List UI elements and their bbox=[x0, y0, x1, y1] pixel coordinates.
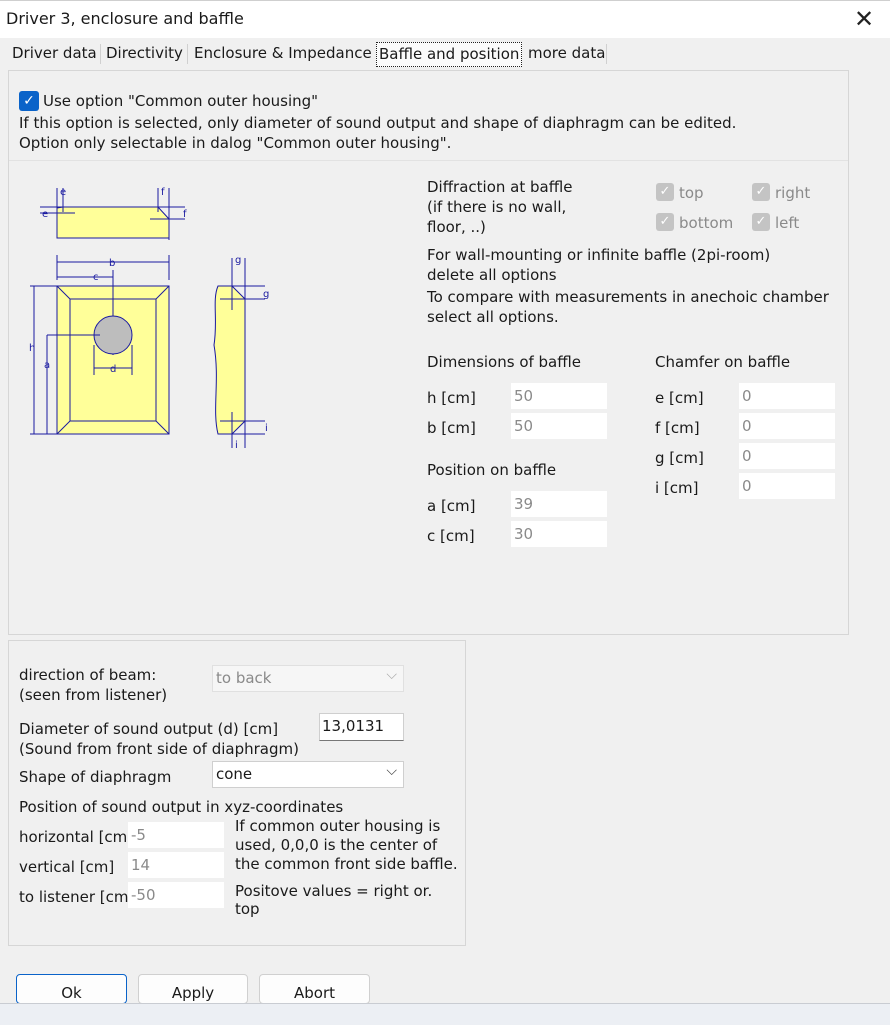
diagram-label-c: c bbox=[93, 272, 99, 283]
diffraction-top-checkbox[interactable]: ✓ bbox=[656, 183, 674, 201]
a-input[interactable]: 39 bbox=[511, 491, 607, 517]
xyz-note: If common outer housing is bbox=[235, 817, 441, 835]
window-title: Driver 3, enclosure and baffle bbox=[6, 9, 244, 28]
apply-button[interactable]: Apply bbox=[138, 974, 248, 1004]
g-input[interactable]: 0 bbox=[739, 443, 835, 469]
diameter-label: (Sound from front side of diaphragm) bbox=[19, 740, 299, 758]
diffraction-note: To compare with measurements in anechoic chamber bbox=[427, 288, 829, 306]
diffraction-right-checkbox[interactable]: ✓ bbox=[752, 183, 770, 201]
diffraction-note: delete all options bbox=[427, 266, 557, 284]
tab-strip bbox=[0, 38, 890, 68]
i-input[interactable]: 0 bbox=[739, 473, 835, 499]
xyz-note: used, 0,0,0 is the center of bbox=[235, 836, 438, 854]
diagram-label-g: g bbox=[235, 255, 242, 266]
beam-direction-select[interactable] bbox=[212, 665, 404, 692]
vertical-input[interactable]: 14 bbox=[128, 852, 224, 878]
c-input[interactable]: 30 bbox=[511, 521, 607, 547]
g-label: g [cm] bbox=[655, 449, 704, 467]
diffraction-left-checkbox[interactable]: ✓ bbox=[752, 213, 770, 231]
diffraction-heading: floor, ..) bbox=[427, 218, 486, 236]
f-input[interactable]: 0 bbox=[739, 413, 835, 439]
shape-value: cone bbox=[216, 765, 253, 783]
shape-select[interactable] bbox=[212, 761, 404, 788]
tab-directivity[interactable]: Directivity bbox=[106, 44, 183, 62]
diagram-label-i: i bbox=[235, 440, 238, 451]
tab-baffle-position[interactable]: Baffle and position bbox=[376, 42, 522, 67]
diffraction-bottom-checkbox[interactable]: ✓ bbox=[656, 213, 674, 231]
chevron-down-icon: ⌵ bbox=[386, 763, 397, 779]
beam-label: direction of beam: bbox=[19, 666, 157, 684]
listener-input[interactable]: -50 bbox=[128, 882, 224, 908]
info-text: If this option is selected, only diameter of sound output and shape of diaphragm can be edited. bbox=[19, 114, 737, 132]
diagram-label-e: e bbox=[42, 209, 49, 220]
xyz-note: Positove values = right or. bbox=[235, 882, 433, 900]
common-housing-checkbox[interactable]: ✓ bbox=[19, 91, 39, 111]
taskbar bbox=[0, 1003, 890, 1025]
f-label: f [cm] bbox=[655, 419, 700, 437]
diffraction-note: For wall-mounting or infinite baffle (2pi-room) bbox=[427, 246, 771, 264]
diagram-label-b: b bbox=[109, 258, 116, 269]
diagram-label-d: d bbox=[110, 364, 117, 375]
diagram-label-g: g bbox=[263, 289, 270, 300]
c-label: c [cm] bbox=[427, 527, 475, 545]
h-label: h [cm] bbox=[427, 389, 476, 407]
i-label: i [cm] bbox=[655, 479, 699, 497]
diffraction-right-label: right bbox=[775, 184, 811, 202]
listener-label: to listener [cm bbox=[19, 888, 129, 906]
abort-button[interactable]: Abort bbox=[259, 974, 370, 1004]
e-input[interactable]: 0 bbox=[739, 383, 835, 409]
horizontal-label: horizontal [cm bbox=[19, 828, 128, 846]
divider bbox=[9, 160, 848, 161]
horizontal-input[interactable]: -5 bbox=[128, 822, 224, 848]
ok-button[interactable]: Ok bbox=[16, 974, 127, 1004]
vertical-label: vertical [cm] bbox=[19, 858, 115, 876]
side-view-shape bbox=[214, 286, 245, 434]
chamfer-heading: Chamfer on baffle bbox=[655, 353, 791, 371]
e-label: e [cm] bbox=[655, 389, 704, 407]
xyz-note: the common front side baffle. bbox=[235, 855, 458, 873]
diameter-input[interactable]: 13,0131 bbox=[319, 713, 404, 741]
diffraction-left-label: left bbox=[775, 214, 800, 232]
b-label: b [cm] bbox=[427, 419, 476, 437]
beam-label: (seen from listener) bbox=[19, 686, 168, 704]
title-bar bbox=[0, 0, 890, 38]
diagram-label-a: a bbox=[44, 360, 51, 371]
diagram-label-i: i bbox=[265, 423, 268, 434]
tab-separator bbox=[100, 44, 101, 64]
chevron-down-icon: ⌵ bbox=[386, 667, 397, 683]
diagram-label-f: f bbox=[183, 209, 187, 220]
tab-separator bbox=[606, 44, 607, 64]
diagram-label-e: e bbox=[60, 187, 67, 198]
diagram-label-f: f bbox=[161, 187, 165, 198]
tab-separator bbox=[187, 44, 188, 64]
a-label: a [cm] bbox=[427, 497, 476, 515]
top-view-shape bbox=[57, 207, 169, 238]
tab-more-data[interactable]: more data bbox=[528, 44, 606, 62]
common-housing-label: Use option "Common outer housing" bbox=[43, 92, 319, 110]
b-input[interactable]: 50 bbox=[511, 413, 607, 439]
beam-direction-value: to back bbox=[216, 669, 272, 687]
shape-label: Shape of diaphragm bbox=[19, 768, 172, 786]
tab-enclosure-impedance[interactable]: Enclosure & Impedance bbox=[194, 44, 372, 62]
tab-driver-data[interactable]: Driver data bbox=[12, 44, 97, 62]
xyz-note: top bbox=[235, 900, 260, 918]
position-heading: Position on baffle bbox=[427, 461, 557, 479]
diameter-label: Diameter of sound output (d) [cm] bbox=[19, 720, 279, 738]
info-text: Option only selectable in dalog "Common outer housing". bbox=[19, 134, 452, 152]
diffraction-heading: (if there is no wall, bbox=[427, 198, 567, 216]
xyz-heading: Position of sound output in xyz-coordinates bbox=[19, 798, 344, 816]
baffle-diagram bbox=[20, 180, 280, 455]
diagram-label-h: h bbox=[29, 343, 36, 354]
diffraction-heading: Diffraction at baffle bbox=[427, 178, 573, 196]
h-input[interactable]: 50 bbox=[511, 383, 607, 409]
diffraction-note: select all options. bbox=[427, 308, 559, 326]
diffraction-bottom-label: bottom bbox=[679, 214, 734, 232]
dimensions-heading: Dimensions of baffle bbox=[427, 353, 581, 371]
diffraction-top-label: top bbox=[679, 184, 704, 202]
close-icon[interactable]: ✕ bbox=[853, 5, 875, 33]
